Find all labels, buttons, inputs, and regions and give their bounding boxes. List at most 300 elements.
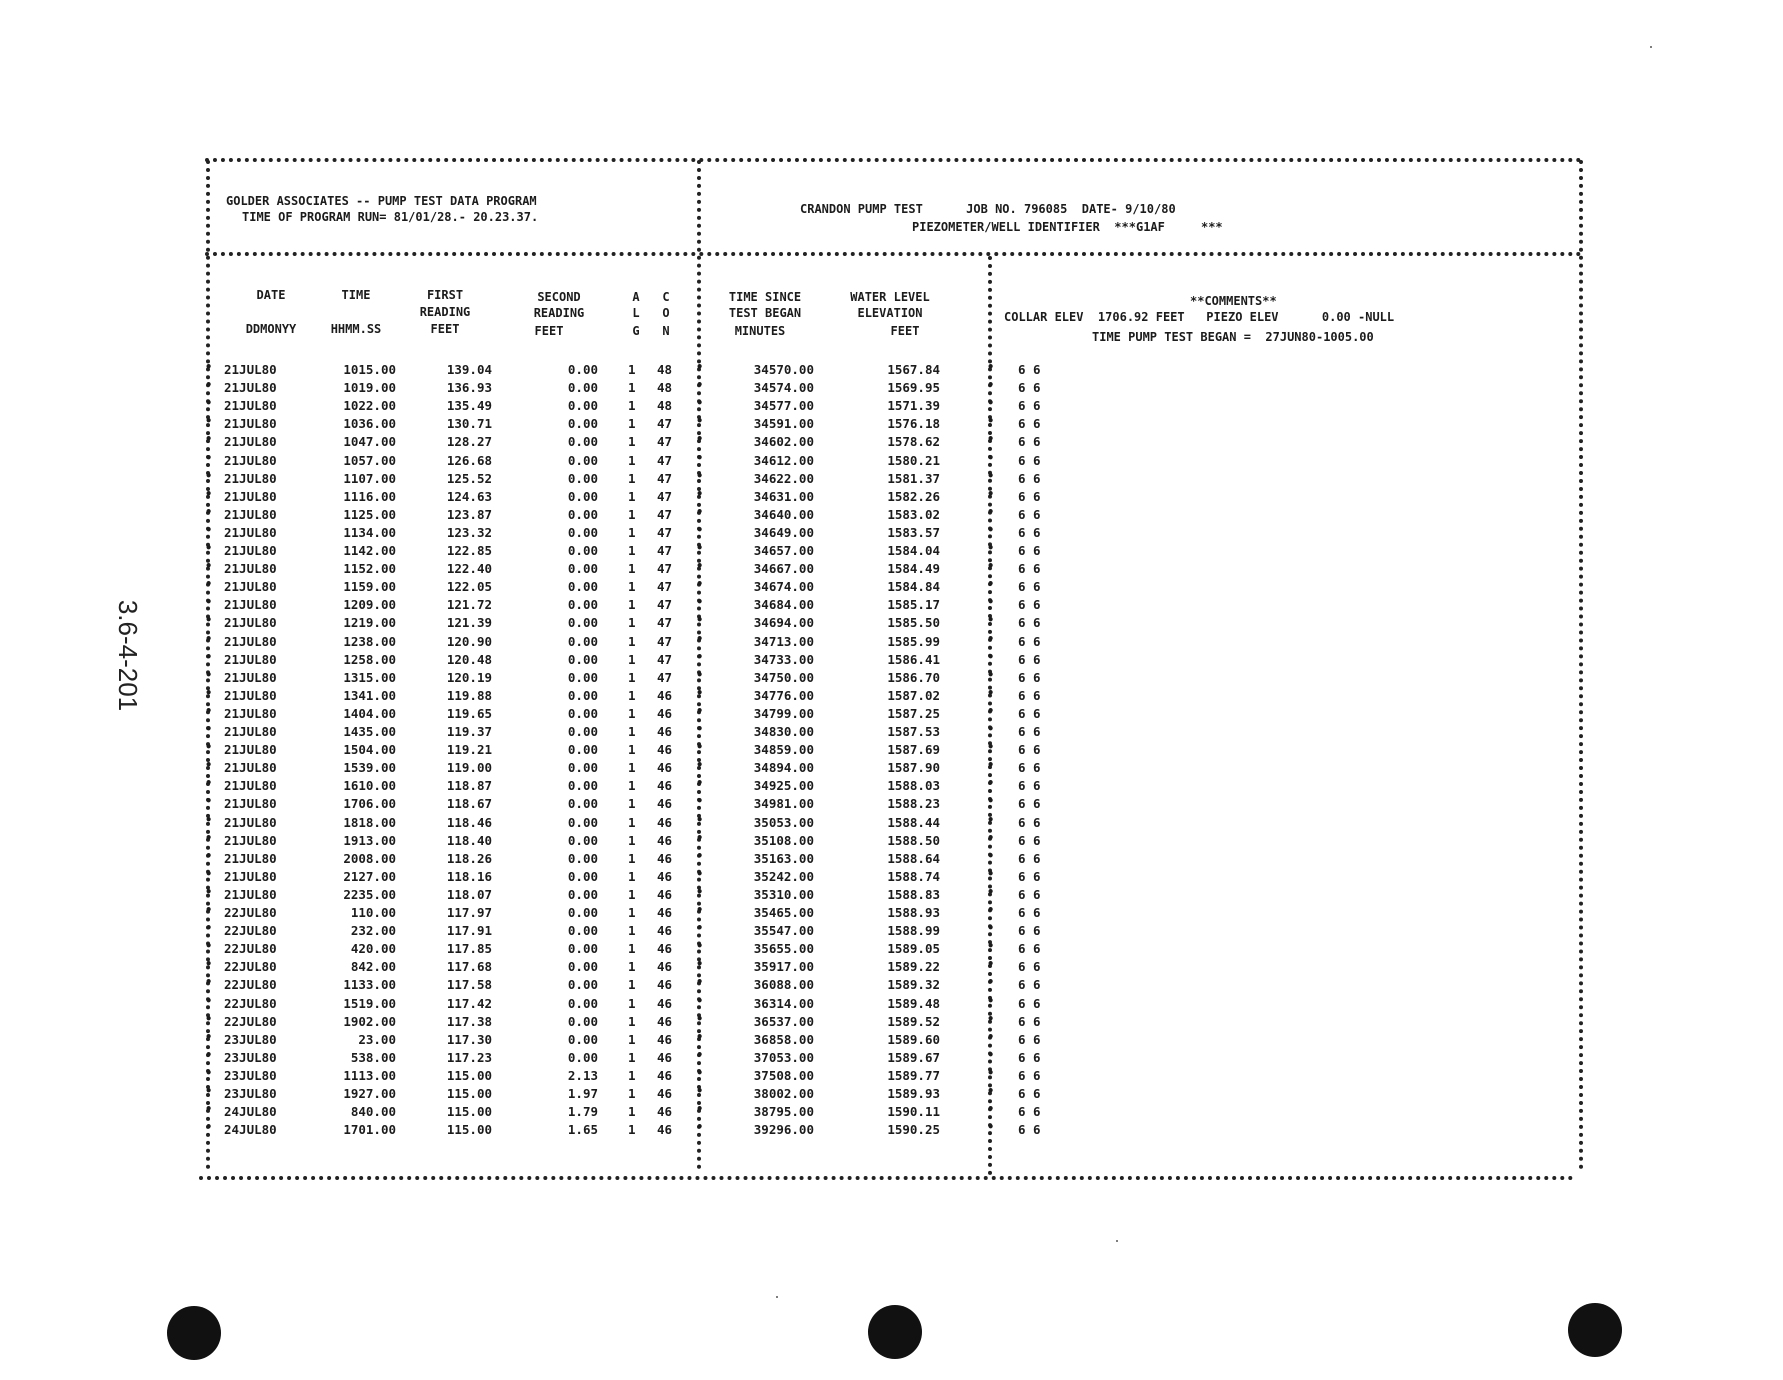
cell-alg: 1 — [628, 380, 636, 396]
cell-comment-codes: 6 6 — [1018, 434, 1041, 450]
cell-con: 46 — [656, 724, 672, 739]
cell-comment-codes: 6 6 — [1018, 506, 1041, 522]
cell-con: 46 — [656, 941, 672, 957]
cell-first-reading: 117.97 — [446, 905, 492, 920]
cell-time-since: 34799.00 — [753, 705, 814, 721]
cell-con: 46 — [656, 832, 672, 848]
row-dot-comments: • — [987, 360, 995, 374]
cell-date: 21JUL80 — [224, 705, 277, 721]
cell-con: 46 — [656, 1013, 672, 1029]
cell-con: 46 — [656, 977, 672, 993]
cell-time-since: 35163.00 — [753, 850, 814, 866]
cell-date: 21JUL80 — [224, 543, 277, 558]
cell-comment-codes: 6 6 — [1018, 923, 1041, 939]
cell-second-reading: 1.65 — [567, 1122, 598, 1138]
row-dot-center: • — [696, 975, 704, 990]
cell-water-level: 1588.83 — [887, 886, 940, 902]
row-dot-comments: • — [987, 595, 995, 610]
cell-first-reading: 118.67 — [446, 796, 492, 812]
row-dot-left: • — [205, 559, 213, 574]
cell-alg: 1 — [628, 633, 636, 649]
cell-time-since: 35108.00 — [753, 832, 814, 848]
row-dot-comments: • — [987, 450, 995, 465]
row-dot-center: • — [696, 812, 704, 827]
cell-comment-codes: 6 6 — [1018, 796, 1041, 812]
cell-water-level: 1588.74 — [887, 868, 940, 884]
row-dot-comments: • — [987, 740, 995, 755]
row-dot-comments: • — [987, 559, 995, 574]
cell-first-reading: 121.72 — [446, 597, 492, 613]
cell-comment-codes: 6 6 — [1018, 742, 1041, 758]
cell-con: 46 — [656, 886, 672, 902]
row-dot-center: • — [696, 595, 704, 610]
cell-alg: 1 — [628, 1067, 636, 1083]
cell-alg: 1 — [628, 506, 636, 522]
cell-alg: 1 — [628, 1013, 636, 1029]
row-dot-left: • — [205, 432, 213, 447]
cell-time-since: 35310.00 — [753, 886, 814, 902]
cell-time: 1116.00 — [343, 488, 396, 504]
row-dot-left: • — [205, 939, 213, 954]
row-dot-left: • — [205, 776, 213, 791]
cell-alg: 1 — [628, 905, 636, 920]
row-dot-center: • — [696, 740, 704, 755]
cell-time: 1019.00 — [343, 380, 396, 396]
cell-time: 1706.00 — [343, 796, 396, 812]
cell-con: 46 — [656, 705, 672, 721]
cell-second-reading: 0.00 — [567, 362, 598, 377]
cell-con: 47 — [656, 561, 672, 577]
cell-con: 46 — [656, 1086, 672, 1101]
cell-time: 1152.00 — [343, 561, 396, 577]
cell-time: 1258.00 — [343, 651, 396, 667]
cell-date: 21JUL80 — [224, 760, 277, 776]
cell-time-since: 35053.00 — [753, 814, 814, 830]
row-dot-comments: • — [987, 758, 995, 773]
cell-date: 21JUL80 — [224, 651, 277, 667]
cell-first-reading: 128.27 — [446, 434, 492, 450]
cell-time: 2127.00 — [343, 868, 396, 884]
row-dot-left: • — [205, 957, 213, 972]
cell-time-since: 34570.00 — [753, 362, 814, 377]
cell-date: 22JUL80 — [224, 923, 277, 939]
cell-water-level: 1589.77 — [887, 1067, 940, 1083]
cell-first-reading: 120.19 — [446, 669, 492, 685]
row-dot-left: • — [205, 504, 213, 519]
cell-time-since: 35655.00 — [753, 941, 814, 957]
row-dot-left: • — [205, 993, 213, 1008]
cell-water-level: 1589.52 — [887, 1013, 940, 1029]
row-dot-left: • — [205, 1102, 213, 1117]
row-dot-comments: • — [987, 613, 995, 628]
cell-time: 1047.00 — [343, 434, 396, 450]
row-dot-center: • — [696, 903, 704, 917]
cell-comment-codes: 6 6 — [1018, 398, 1041, 414]
cell-alg: 1 — [628, 561, 636, 577]
cell-first-reading: 130.71 — [446, 416, 492, 432]
cell-date: 21JUL80 — [224, 561, 277, 577]
cell-time: 1113.00 — [343, 1067, 396, 1083]
cell-comment-codes: 6 6 — [1018, 814, 1041, 830]
cell-alg: 1 — [628, 543, 636, 558]
cell-con: 47 — [656, 669, 672, 685]
cell-date: 21JUL80 — [224, 687, 277, 703]
cell-water-level: 1587.90 — [887, 760, 940, 776]
cell-alg: 1 — [628, 814, 636, 830]
cell-date: 21JUL80 — [224, 778, 277, 794]
row-dot-left: • — [205, 486, 213, 501]
cell-alg: 1 — [628, 651, 636, 667]
row-dot-center: • — [696, 884, 704, 899]
cell-con: 47 — [656, 579, 672, 595]
cell-con: 47 — [656, 434, 672, 450]
cell-second-reading: 0.00 — [567, 760, 598, 776]
cell-comment-codes: 6 6 — [1018, 760, 1041, 776]
cell-time-since: 36088.00 — [753, 977, 814, 993]
cell-water-level: 1589.05 — [887, 941, 940, 957]
row-dot-left: • — [205, 794, 213, 809]
row-dot-center: • — [696, 360, 704, 374]
cell-second-reading: 0.00 — [567, 597, 598, 613]
cell-alg: 1 — [628, 886, 636, 902]
cell-date: 24JUL80 — [224, 1122, 277, 1138]
cell-time: 1701.00 — [343, 1122, 396, 1138]
cell-date: 21JUL80 — [224, 362, 277, 377]
scan-speck — [1116, 1240, 1118, 1242]
cell-time: 538.00 — [350, 1049, 396, 1065]
cell-time: 1134.00 — [343, 524, 396, 540]
cell-first-reading: 119.21 — [446, 742, 492, 758]
cell-con: 47 — [656, 543, 672, 558]
cell-alg: 1 — [628, 850, 636, 866]
cell-alg: 1 — [628, 923, 636, 939]
cell-alg: 1 — [628, 398, 636, 414]
row-dot-comments: • — [987, 866, 995, 881]
cell-first-reading: 117.42 — [446, 995, 492, 1011]
row-dot-comments: • — [987, 432, 995, 447]
row-dot-center: • — [696, 848, 704, 863]
cell-comment-codes: 6 6 — [1018, 1086, 1041, 1101]
row-dot-left: • — [205, 722, 213, 736]
cell-date: 21JUL80 — [224, 669, 277, 685]
cell-time-since: 35242.00 — [753, 868, 814, 884]
scan-speck — [1650, 46, 1652, 48]
cell-first-reading: 135.49 — [446, 398, 492, 414]
row-dot-comments: • — [987, 541, 995, 555]
cell-alg: 1 — [628, 742, 636, 758]
row-dot-center: • — [696, 830, 704, 845]
row-dot-center: • — [696, 649, 704, 664]
cell-comment-codes: 6 6 — [1018, 1049, 1041, 1065]
cell-con: 46 — [656, 778, 672, 794]
row-dot-comments: • — [987, 939, 995, 954]
cell-water-level: 1588.99 — [887, 923, 940, 939]
cell-date: 21JUL80 — [224, 398, 277, 414]
cell-second-reading: 2.13 — [567, 1067, 598, 1083]
cell-date: 22JUL80 — [224, 995, 277, 1011]
row-dot-center: • — [696, 667, 704, 682]
row-dot-left: • — [205, 866, 213, 881]
cell-con: 46 — [656, 1104, 672, 1120]
row-dot-center: • — [696, 1065, 704, 1080]
cell-con: 47 — [656, 615, 672, 631]
cell-comment-codes: 6 6 — [1018, 1122, 1041, 1138]
cell-time-since: 37053.00 — [753, 1049, 814, 1065]
cell-second-reading: 0.00 — [567, 724, 598, 739]
cell-time-since: 34713.00 — [753, 633, 814, 649]
cell-date: 21JUL80 — [224, 380, 277, 396]
cell-water-level: 1584.04 — [887, 543, 940, 558]
cell-alg: 1 — [628, 524, 636, 540]
row-dot-comments: • — [987, 1120, 995, 1135]
cell-alg: 1 — [628, 977, 636, 993]
cell-second-reading: 1.97 — [567, 1086, 598, 1101]
cell-comment-codes: 6 6 — [1018, 905, 1041, 920]
cell-comment-codes: 6 6 — [1018, 633, 1041, 649]
cell-con: 46 — [656, 814, 672, 830]
cell-time-since: 36537.00 — [753, 1013, 814, 1029]
row-dot-left: • — [205, 848, 213, 863]
cell-time: 1435.00 — [343, 724, 396, 739]
row-dot-left: • — [205, 830, 213, 845]
cell-time: 1539.00 — [343, 760, 396, 776]
cell-comment-codes: 6 6 — [1018, 995, 1041, 1011]
cell-water-level: 1576.18 — [887, 416, 940, 432]
cell-time-since: 34612.00 — [753, 452, 814, 468]
row-dot-left: • — [205, 414, 213, 429]
row-dot-left: • — [205, 577, 213, 592]
cell-water-level: 1587.25 — [887, 705, 940, 721]
row-dot-comments: • — [987, 776, 995, 791]
row-dot-left: • — [205, 1047, 213, 1062]
row-dot-center: • — [696, 522, 704, 537]
cell-water-level: 1587.53 — [887, 724, 940, 739]
cell-date: 23JUL80 — [224, 1067, 277, 1083]
cell-comment-codes: 6 6 — [1018, 651, 1041, 667]
row-dot-left: • — [205, 378, 213, 393]
cell-date: 23JUL80 — [224, 1086, 277, 1101]
cell-time: 1404.00 — [343, 705, 396, 721]
cell-time-since: 34694.00 — [753, 615, 814, 631]
cell-con: 46 — [656, 1049, 672, 1065]
row-dot-center: • — [696, 939, 704, 954]
cell-second-reading: 0.00 — [567, 995, 598, 1011]
cell-time: 1913.00 — [343, 832, 396, 848]
row-dot-center: • — [696, 631, 704, 646]
punch-hole-right — [1568, 1303, 1622, 1357]
row-dot-left: • — [205, 812, 213, 827]
piezometer-identifier: PIEZOMETER/WELL IDENTIFIER ***G1AF *** — [912, 220, 1223, 234]
cell-con: 46 — [656, 923, 672, 939]
frame-top-border — [205, 158, 1582, 162]
cell-comment-codes: 6 6 — [1018, 886, 1041, 902]
row-dot-center: • — [696, 794, 704, 809]
row-dot-left: • — [205, 884, 213, 899]
cell-second-reading: 0.00 — [567, 579, 598, 595]
cell-second-reading: 0.00 — [567, 380, 598, 396]
cell-time: 1036.00 — [343, 416, 396, 432]
row-dot-left: • — [205, 522, 213, 537]
cell-first-reading: 115.00 — [446, 1086, 492, 1101]
cell-comment-codes: 6 6 — [1018, 362, 1041, 377]
cell-first-reading: 118.87 — [446, 778, 492, 794]
row-dot-comments: • — [987, 957, 995, 972]
cell-time-since: 34776.00 — [753, 687, 814, 703]
cell-second-reading: 0.00 — [567, 832, 598, 848]
row-dot-center: • — [696, 450, 704, 465]
cell-first-reading: 122.40 — [446, 561, 492, 577]
row-dot-left: • — [205, 1029, 213, 1044]
row-dot-comments: • — [987, 703, 995, 718]
row-dot-left: • — [205, 450, 213, 465]
cell-alg: 1 — [628, 796, 636, 812]
cell-water-level: 1588.23 — [887, 796, 940, 812]
cell-time: 1159.00 — [343, 579, 396, 595]
cell-alg: 1 — [628, 1122, 636, 1138]
cell-second-reading: 0.00 — [567, 905, 598, 920]
row-dot-comments: • — [987, 468, 995, 483]
cell-first-reading: 119.88 — [446, 687, 492, 703]
cell-time-since: 39296.00 — [753, 1122, 814, 1138]
cell-time-since: 34631.00 — [753, 488, 814, 504]
row-dot-center: • — [696, 504, 704, 519]
punch-hole-left — [167, 1306, 221, 1360]
cell-alg: 1 — [628, 687, 636, 703]
cell-date: 22JUL80 — [224, 941, 277, 957]
row-dot-center: • — [696, 396, 704, 411]
cell-second-reading: 0.00 — [567, 561, 598, 577]
comments-collar-elevation: COLLAR ELEV 1706.92 FEET PIEZO ELEV 0.00 -NULL — [1004, 310, 1395, 324]
row-dot-center: • — [696, 577, 704, 592]
cell-time: 1504.00 — [343, 742, 396, 758]
cell-second-reading: 0.00 — [567, 868, 598, 884]
cell-time: 1927.00 — [343, 1086, 396, 1101]
cell-time-since: 34925.00 — [753, 778, 814, 794]
cell-time-since: 34830.00 — [753, 724, 814, 739]
row-dot-left: • — [205, 631, 213, 646]
cell-time: 1015.00 — [343, 362, 396, 377]
cell-time: 1107.00 — [343, 470, 396, 486]
page-number: 3.6-4-201 — [113, 599, 144, 712]
row-dot-comments: • — [987, 1011, 995, 1026]
cell-comment-codes: 6 6 — [1018, 579, 1041, 595]
cell-time-since: 35465.00 — [753, 905, 814, 920]
cell-first-reading: 121.39 — [446, 615, 492, 631]
cell-alg: 1 — [628, 705, 636, 721]
row-dot-center: • — [696, 486, 704, 501]
cell-second-reading: 0.00 — [567, 687, 598, 703]
row-dot-left: • — [205, 1084, 213, 1098]
row-dot-comments: • — [987, 794, 995, 809]
cell-first-reading: 118.26 — [446, 850, 492, 866]
cell-alg: 1 — [628, 1031, 636, 1047]
cell-con: 46 — [656, 1067, 672, 1083]
cell-con: 47 — [656, 452, 672, 468]
comments-title: **COMMENTS** — [1190, 294, 1277, 308]
cell-con: 47 — [656, 506, 672, 522]
cell-second-reading: 0.00 — [567, 506, 598, 522]
row-dot-center: • — [696, 776, 704, 791]
cell-con: 46 — [656, 850, 672, 866]
cell-time: 1315.00 — [343, 669, 396, 685]
cell-con: 48 — [656, 380, 672, 396]
cell-date: 24JUL80 — [224, 1104, 277, 1120]
row-dot-center: • — [696, 921, 704, 936]
cell-date: 21JUL80 — [224, 850, 277, 866]
cell-first-reading: 125.52 — [446, 470, 492, 486]
cell-water-level: 1583.02 — [887, 506, 940, 522]
cell-first-reading: 120.48 — [446, 651, 492, 667]
cell-comment-codes: 6 6 — [1018, 524, 1041, 540]
cell-second-reading: 0.00 — [567, 651, 598, 667]
row-dot-left: • — [205, 921, 213, 936]
cell-first-reading: 118.07 — [446, 886, 492, 902]
cell-second-reading: 0.00 — [567, 705, 598, 721]
cell-time: 1022.00 — [343, 398, 396, 414]
cell-water-level: 1587.02 — [887, 687, 940, 703]
cell-time-since: 34577.00 — [753, 398, 814, 414]
cell-second-reading: 1.79 — [567, 1104, 598, 1120]
row-dot-center: • — [696, 722, 704, 736]
cell-time: 1610.00 — [343, 778, 396, 794]
row-dot-comments: • — [987, 378, 995, 393]
cell-comment-codes: 6 6 — [1018, 452, 1041, 468]
cell-date: 21JUL80 — [224, 886, 277, 902]
cell-time-since: 34574.00 — [753, 380, 814, 396]
row-dot-comments: • — [987, 1047, 995, 1062]
cell-time: 110.00 — [350, 905, 396, 920]
cell-second-reading: 0.00 — [567, 959, 598, 975]
cell-comment-codes: 6 6 — [1018, 543, 1041, 558]
cell-water-level: 1578.62 — [887, 434, 940, 450]
cell-date: 21JUL80 — [224, 416, 277, 432]
cell-time: 1133.00 — [343, 977, 396, 993]
cell-date: 21JUL80 — [224, 615, 277, 631]
cell-date: 21JUL80 — [224, 452, 277, 468]
cell-time: 842.00 — [350, 959, 396, 975]
cell-first-reading: 118.46 — [446, 814, 492, 830]
cell-comment-codes: 6 6 — [1018, 850, 1041, 866]
cell-alg: 1 — [628, 832, 636, 848]
cell-date: 22JUL80 — [224, 905, 277, 920]
cell-date: 21JUL80 — [224, 832, 277, 848]
cell-first-reading: 118.16 — [446, 868, 492, 884]
cell-time-since: 34657.00 — [753, 543, 814, 558]
cell-time-since: 38795.00 — [753, 1104, 814, 1120]
row-dot-left: • — [205, 758, 213, 773]
cell-comment-codes: 6 6 — [1018, 705, 1041, 721]
row-dot-comments: • — [987, 1029, 995, 1044]
cell-date: 21JUL80 — [224, 724, 277, 739]
cell-water-level: 1584.49 — [887, 561, 940, 577]
cell-date: 21JUL80 — [224, 742, 277, 758]
row-dot-comments: • — [987, 577, 995, 592]
cell-comment-codes: 6 6 — [1018, 380, 1041, 396]
row-dot-left: • — [205, 468, 213, 483]
cell-comment-codes: 6 6 — [1018, 832, 1041, 848]
row-dot-comments: • — [987, 812, 995, 827]
cell-comment-codes: 6 6 — [1018, 1013, 1041, 1029]
cell-water-level: 1585.50 — [887, 615, 940, 631]
row-dot-left: • — [205, 649, 213, 664]
cell-time-since: 35917.00 — [753, 959, 814, 975]
cell-first-reading: 119.37 — [446, 724, 492, 739]
row-dot-comments: • — [987, 830, 995, 845]
program-title: GOLDER ASSOCIATES -- PUMP TEST DATA PROGRAM — [226, 194, 537, 208]
cell-date: 21JUL80 — [224, 796, 277, 812]
cell-comment-codes: 6 6 — [1018, 615, 1041, 631]
cell-time: 2008.00 — [343, 850, 396, 866]
